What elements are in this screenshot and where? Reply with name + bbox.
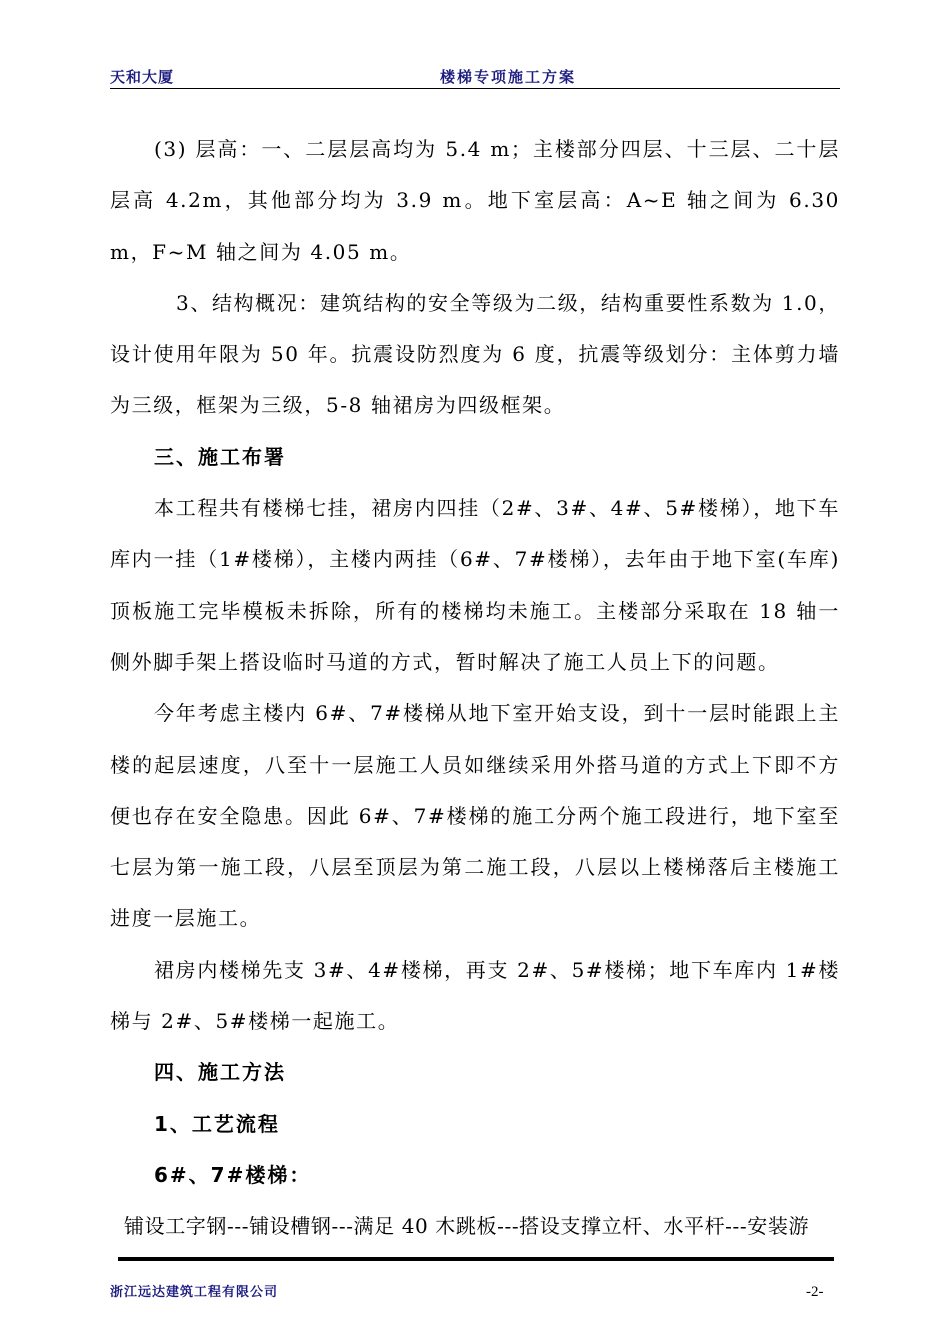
section-heading-method: 四、施工方法 [154, 1060, 286, 1085]
page-number: -2- [806, 1284, 824, 1300]
section-heading-deployment: 三、施工布署 [154, 444, 286, 469]
paragraph-deployment-1: 本工程共有楼梯七挂，裙房内四挂（2#、3#、4#、5#楼梯），地下车库内一挂（1#楼梯），主楼内两挂（6#、7#楼梯），去年由于地下室(车库) 顶板施工完毕模板未拆除，所有的楼梯均未施工。主楼部分采取在 18 轴一侧外脚手架上搭设临时马道的方式，暂时解决了施工人员上下的问题。 [110, 496, 840, 674]
paragraph-floor-height: (3) 层高：一、二层层高均为 5.4 m；主楼部分四层、十三层、二十层层高 4.2m，其他部分均为 3.9 m。地下室层高：A~E 轴之间为 6.30 m，F~M 轴之间为 4.05 m。 [110, 137, 840, 264]
paragraph-deployment-3: 裙房内楼梯先支 3#、4#楼梯，再支 2#、5#楼梯；地下车库内 1#楼梯与 2#、5#楼梯一起施工。 [110, 957, 840, 1034]
footer-company-name: 浙江远达建筑工程有限公司 [110, 1285, 279, 1300]
header-project-name: 天和大厦 [110, 68, 175, 86]
document-body [110, 124, 840, 1253]
paragraph-deployment-2: 今年考虑主楼内 6#、7#楼梯从地下室开始支设，到十一层时能跟上主楼的起层速度，八至十一层施工人员如继续采用外搭马道的方式上下即不方便也存在安全隐患。因此 6#、7#楼梯的施工分两个施工段进行，地下室至七层为第一施工段，八层至顶层为第二施工段，八层以上楼梯落后主楼施工进度一层施工。 [110, 701, 840, 931]
paragraph-structure-overview: 3、结构概况：建筑结构的安全等级为二级，结构重要性系数为 1.0，设计使用年限为 50 年。抗震设防烈度为 6 度，抗震等级划分：主体剪力墙为三级，框架为三级，5-8 轴裙房为四级框架。 [110, 290, 840, 418]
subsection-heading-stairs: 6#、7#楼梯： [154, 1162, 312, 1187]
page-header [110, 62, 840, 90]
paragraph-process-flow: 铺设工字钢---铺设槽钢---满足 40 木跳板---搭设支撑立杆、水平杆---安装游 [124, 1214, 810, 1239]
header-document-title: 楼梯专项施工方案 [440, 68, 577, 86]
header-divider [110, 88, 840, 89]
subsection-heading-process: 1、工艺流程 [154, 1111, 280, 1136]
footer-divider [118, 1257, 834, 1261]
